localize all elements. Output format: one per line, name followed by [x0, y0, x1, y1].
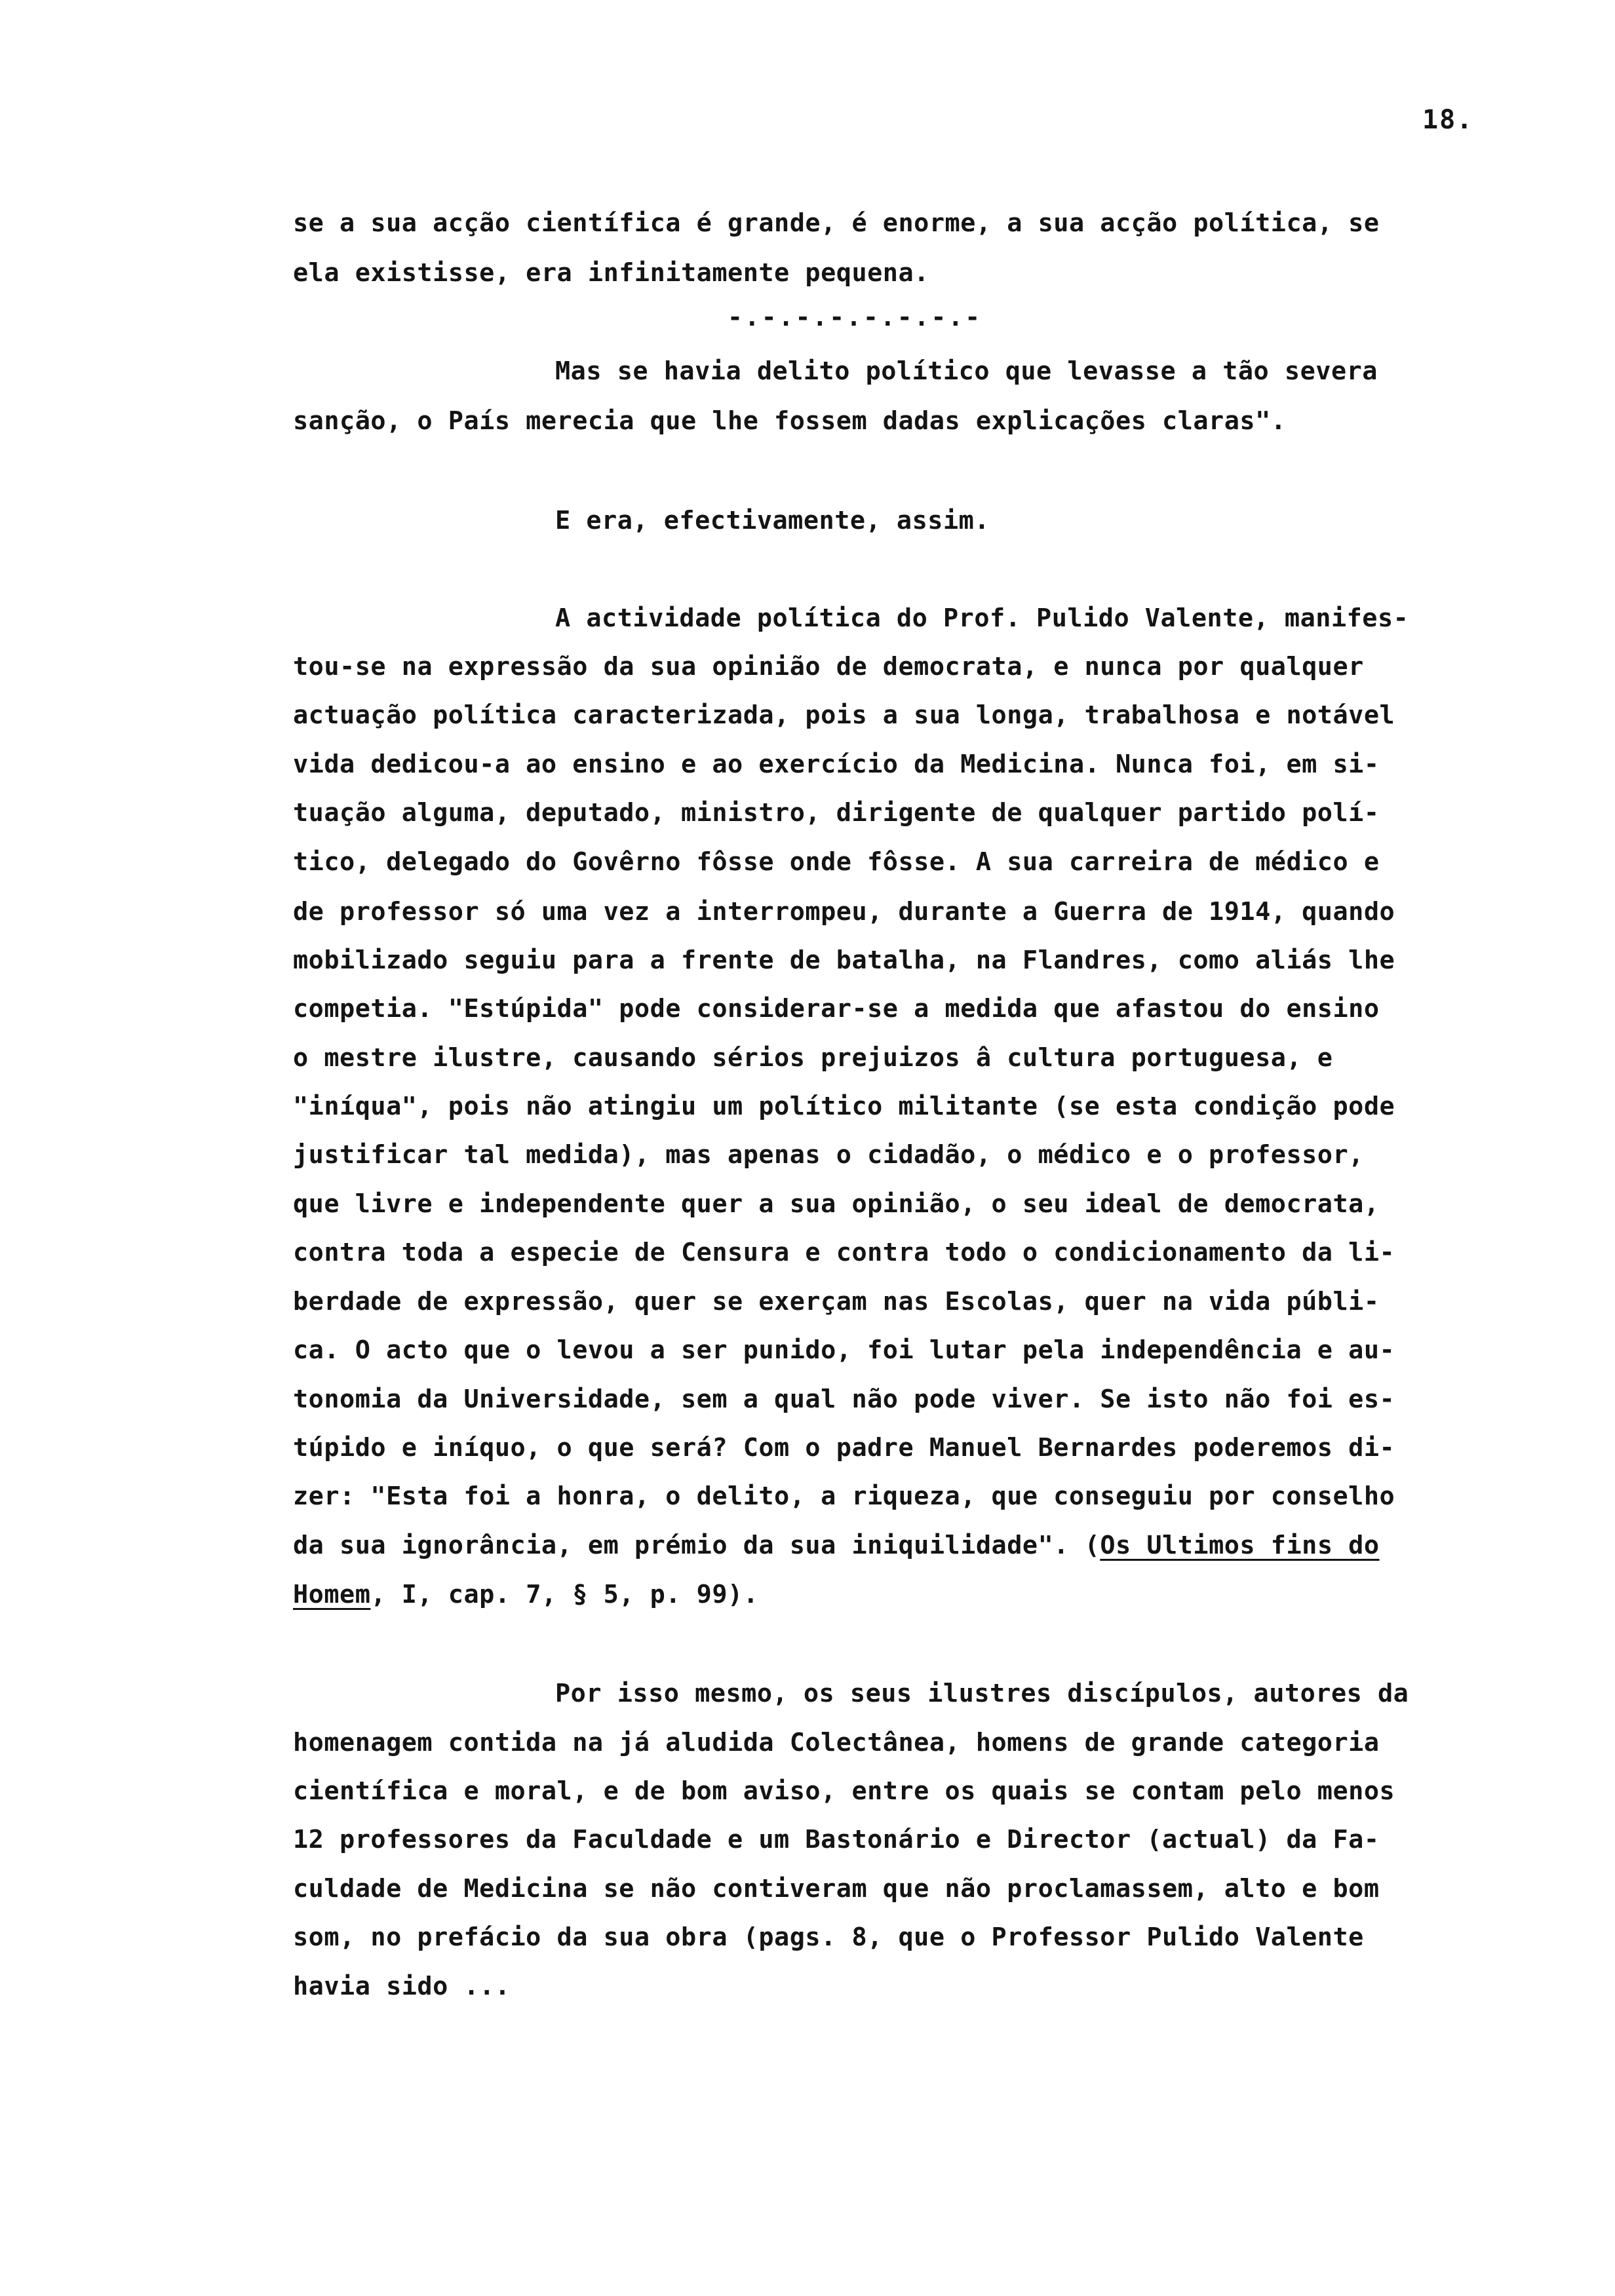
- text-line: o mestre ilustre, causando sérios prejuizos â cultura portuguesa, e: [293, 1043, 1333, 1073]
- citation-title: Os Ultimos fins do: [1100, 1531, 1380, 1560]
- text-line: Por isso mesmo, os seus ilustres discípulos, autores da: [555, 1679, 1409, 1708]
- text-line: ca. O acto que o levou a ser punido, foi lutar pela independência e au-: [293, 1335, 1395, 1365]
- text-span: da sua ignorância, em prémio da sua iniquilidade". (: [293, 1531, 1100, 1560]
- text-line: contra toda a especie de Censura e contra todo o condicionamento da li-: [293, 1238, 1395, 1267]
- text-line: mobilizado seguiu para a frente de batalha, na Flandres, como aliás lhe: [293, 946, 1395, 975]
- text-line: "iníqua", pois não atingiu um político militante (se esta condição pode: [293, 1092, 1395, 1121]
- text-line: científica e moral, e de bom aviso, entre os quais se contam pelo menos: [293, 1776, 1395, 1806]
- text-line: E era, efectivamente, assim.: [555, 506, 990, 535]
- text-line: que livre e independente quer a sua opinião, o seu ideal de democrata,: [293, 1189, 1380, 1219]
- text-line: A actividade política do Prof. Pulido Valente, manifes-: [555, 603, 1409, 633]
- text-span: , I, cap. 7, § 5, p. 99).: [370, 1580, 759, 1609]
- text-line-with-citation: [293, 1582, 758, 1608]
- text-line: se a sua acção científica é grande, é enorme, a sua acção política, se: [293, 208, 1380, 238]
- section-separator: -.-.-.-.-.-.-.-: [728, 303, 983, 332]
- text-line: sanção, o País merecia que lhe fossem dadas explicações claras".: [293, 406, 1287, 436]
- text-line: tonomia da Universidade, sem a qual não pode viver. Se isto não foi es-: [293, 1385, 1395, 1414]
- text-line: homenagem contida na já aludida Colectânea, homens de grande categoria: [293, 1728, 1380, 1757]
- text-line: zer: "Esta foi a honra, o delito, a riqueza, que conseguiu por conselho: [293, 1482, 1395, 1511]
- text-line: tico, delegado do Govêrno fôsse onde fôsse. A sua carreira de médico e: [293, 847, 1380, 877]
- text-line: ela existisse, era infinitamente pequena.: [293, 258, 929, 288]
- text-line: havia sido ...: [293, 1972, 511, 2001]
- text-line: de professor só uma vez a interrompeu, durante a Guerra de 1914, quando: [293, 897, 1395, 927]
- text-line: tou-se na expressão da sua opinião de democrata, e nunca por qualquer: [293, 652, 1364, 681]
- text-line: Mas se havia delito político que levasse a tão severa: [555, 356, 1378, 386]
- page-number: 18.: [1422, 105, 1474, 135]
- text-line: berdade de expressão, quer se exerçam nas Escolas, quer na vida públi-: [293, 1287, 1380, 1316]
- text-line: 12 professores da Faculdade e um Bastonário e Director (actual) da Fa-: [293, 1825, 1380, 1854]
- text-line: competia. "Estúpida" pode considerar-se a medida que afastou do ensino: [293, 994, 1380, 1024]
- text-line: culdade de Medicina se não contiveram que não proclamassem, alto e bom: [293, 1874, 1380, 1904]
- text-line: justificar tal medida), mas apenas o cidadão, o médico e o professor,: [293, 1140, 1364, 1170]
- citation-title: Homem: [293, 1580, 371, 1609]
- text-line: vida dedicou-a ao ensino e ao exercício da Medicina. Nunca foi, em si-: [293, 750, 1380, 779]
- text-line: actuação política caracterizada, pois a sua longa, trabalhosa e notável: [293, 700, 1395, 730]
- text-line: som, no prefácio da sua obra (pags. 8, que o Professor Pulido Valente: [293, 1923, 1364, 1952]
- text-line: túpido e iníquo, o que será? Com o padre Manuel Bernardes poderemos di-: [293, 1433, 1395, 1463]
- text-line-with-citation: [293, 1533, 1380, 1559]
- text-line: tuação alguma, deputado, ministro, dirigente de qualquer partido polí-: [293, 798, 1380, 828]
